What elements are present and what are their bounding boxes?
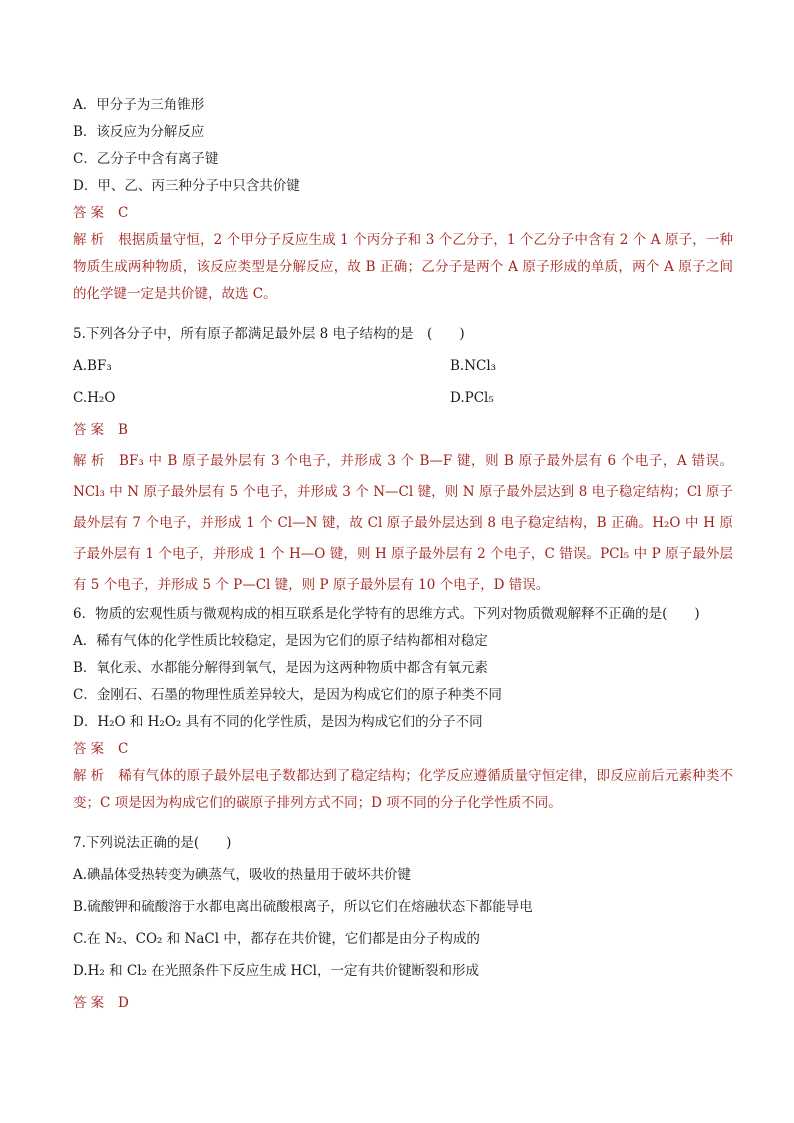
q6-options [73,628,733,736]
q6-analysis [73,763,733,817]
q7-option-c: C.在 N₂、CO₂ 和 NaCl 中，都存在共价键，它们都是由分子构成的 [73,931,480,947]
q4-options [73,92,733,200]
q7-option-b: B.硫酸钾和硫酸溶于水都电离出硫酸根离子，所以它们在熔融状态下都能导电 [73,899,533,915]
q6-answer-value: C [118,741,129,757]
q4-analysis [73,227,733,308]
q4-analysis-label: 解析 [73,232,109,248]
q5-option-c: C.H₂O [73,390,116,406]
q6-analysis-text: 稀有气体的原子最外层电子数都达到了稳定结构；化学反应遵循质量守恒定律，即反应前后元素种类不变；C 项是因为构成它们的碳原子排列方式不同；D 项不同的分子化学性质不同。 [73,768,734,811]
q6-option-d: D．H₂O 和 H₂O₂ 具有不同的化学性质，是因为构成它们的分子不同 [73,714,483,730]
q5-option-a: A.BF₃ [73,358,112,374]
q6-option-b: B．氧化汞、水都能分解得到氧气，是因为这两种物质中都含有氧元素 [73,660,488,676]
q6-question: 6．物质的宏观性质与微观构成的相互联系是化学特有的思维方式。下列对物质微观解释不正确的是( ) [73,606,700,622]
q4-option-a: A．甲分子为三角锥形 [73,97,205,113]
q4-answer [73,200,733,227]
q5-answer-value: B [118,422,128,438]
q5-options-row-2 [73,382,733,414]
q6-analysis-label: 解析 [73,768,109,784]
q5-option-d: D.PCl₅ [450,390,494,406]
q6-answer-label: 答案 [73,741,108,757]
q7-question: 7.下列说法正确的是( ) [73,835,232,851]
q6-option-a: A．稀有气体的化学性质比较稳定，是因为它们的原子结构都相对稳定 [73,633,488,649]
q5-analysis-text: BF₃ 中 B 原子最外层有 3 个电子，并形成 3 个 B—F 键，则 B 原子最外层有 6 个电子，A 错误。NCl₃ 中 N 原子最外层有 5 个电子，并形成 3 个 N—Cl 键，则 N 原子最外层达到 8 电子稳定结构；Cl 原子最外层有 7 个电子，并形成 1 个 Cl—N 键，故 Cl 原子最外层达到 8 电子稳定结构，B 正确。H₂O 中 H 原子最外层有 1 个电子，并形成 1 个 H—O 键，则 H 原子最外层有 2 个电子，C 错误。PCl₅ 中 P 原子最外层有 5 个电子，并形成 5 个 P—Cl 键，则 P 原子最外层有 10 个电子，D 错误。 [73,453,734,593]
q4-option-b: B．该反应为分解反应 [73,124,205,140]
q4-answer-value: C [118,205,129,221]
q5-answer-label: 答案 [73,422,108,438]
q7-answer-value: D [118,995,129,1011]
q4-option-c: C．乙分子中含有离子键 [73,151,219,167]
q7-option-a: A.碘晶体受热转变为碘蒸气，吸收的热量用于破坏共价键 [73,867,412,883]
q7-answer [73,987,733,1019]
q7-options [73,859,733,987]
q5-option-b: B.NCl₃ [450,358,497,374]
q4-analysis-text: 根据质量守恒，2 个甲分子反应生成 1 个丙分子和 3 个乙分子，1 个乙分子中含有 2 个 A 原子，一种物质生成两种物质，该反应类型是分解反应，故 B 正确；乙分子是两个 A 原子形成的单质，两个 A 原子之间的化学键一定是共价键，故选 C。 [73,232,734,302]
q5-analysis-label: 解析 [73,453,110,469]
q5-analysis [73,446,733,601]
q5-options-row-1 [73,350,733,382]
q7-answer-label: 答案 [73,995,108,1011]
q7-option-d: D.H₂ 和 Cl₂ 在光照条件下反应生成 HCl，一定有共价键断裂和形成 [73,963,479,979]
q6-answer [73,736,733,763]
q4-option-d: D．甲、乙、丙三种分子中只含共价键 [73,178,300,194]
document-page [73,92,733,1019]
q5-question: 5.下列各分子中，所有原子都满足最外层 8 电子结构的是 ( ) [73,326,465,342]
q6-option-c: C．金刚石、石墨的物理性质差异较大，是因为构成它们的原子种类不同 [73,687,502,703]
q5-answer [73,414,733,446]
q4-answer-label: 答案 [73,205,108,221]
